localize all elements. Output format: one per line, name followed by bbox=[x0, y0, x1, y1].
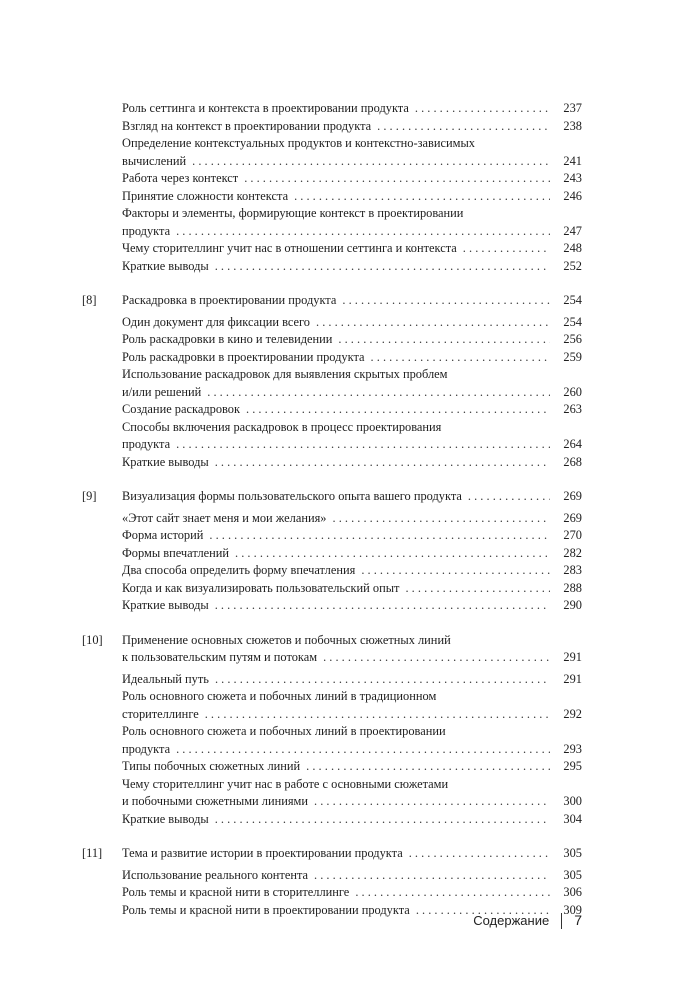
toc-entry bbox=[82, 118, 582, 136]
toc-entry bbox=[82, 454, 582, 472]
dot-leader bbox=[209, 527, 550, 545]
dot-leader bbox=[323, 649, 550, 667]
entry-title: Один документ для фиксации всего bbox=[122, 314, 311, 329]
entry-title: Способы включения раскадровок в процесс проектирования bbox=[122, 419, 442, 434]
dot-leader bbox=[314, 867, 550, 885]
dot-leader bbox=[316, 314, 550, 332]
toc-entry bbox=[82, 688, 582, 723]
page-ref: 238 bbox=[563, 118, 582, 133]
dot-leader bbox=[215, 258, 550, 276]
page-ref: 295 bbox=[563, 759, 582, 773]
entry-title: Краткие выводы bbox=[122, 598, 209, 612]
toc-entry bbox=[82, 366, 582, 401]
entry-title: Чему сторителлинг учит нас в работе с основными сюжетами bbox=[122, 776, 449, 791]
entry-title: Роль раскадровки в проектировании продукта bbox=[122, 349, 365, 364]
chapter-number: [10] bbox=[82, 632, 103, 647]
toc-entry bbox=[82, 205, 582, 240]
page-ref: 283 bbox=[563, 563, 582, 577]
page-ref: 306 bbox=[563, 885, 582, 899]
page-ref: 263 bbox=[563, 402, 582, 416]
entry-title: Идеальный путь bbox=[122, 671, 209, 686]
dot-leader bbox=[176, 741, 550, 759]
entry-title: Визуализация формы пользовательского опыта вашего продукта bbox=[122, 489, 462, 503]
chapter-number: [8] bbox=[82, 293, 97, 307]
dot-leader bbox=[176, 223, 550, 241]
entry-title: Роль сеттинга и контекста в проектировании продукта bbox=[122, 101, 409, 115]
dot-leader bbox=[207, 384, 550, 402]
page-ref: 254 bbox=[563, 293, 582, 307]
chapter-number: [9] bbox=[82, 489, 97, 503]
entry-title: Краткие выводы bbox=[122, 454, 209, 469]
toc-section bbox=[82, 292, 582, 471]
dot-leader bbox=[371, 349, 550, 367]
page-ref: 260 bbox=[563, 384, 582, 399]
dot-leader bbox=[314, 793, 550, 811]
entry-title: продукта bbox=[122, 741, 171, 756]
page-ref: 292 bbox=[563, 706, 582, 721]
toc-entry bbox=[82, 419, 582, 454]
page-ref: 259 bbox=[563, 349, 582, 364]
page-ref: 241 bbox=[563, 153, 582, 168]
dot-leader bbox=[215, 597, 550, 615]
page-ref: 268 bbox=[563, 454, 582, 469]
dot-leader bbox=[192, 153, 550, 171]
entry-title: Типы побочных сюжетных линий bbox=[122, 759, 301, 773]
chapter-number: [11] bbox=[82, 846, 103, 860]
entry-title: Факторы и элементы, формирующие контекст в проектировании bbox=[122, 206, 464, 220]
entry-title: и побочными сюжетными линиями bbox=[122, 794, 309, 808]
page-ref: 291 bbox=[563, 671, 582, 686]
toc-section bbox=[82, 100, 582, 275]
page-ref: 248 bbox=[563, 241, 582, 255]
toc-entry bbox=[82, 562, 582, 580]
page-ref: 288 bbox=[563, 580, 582, 595]
toc-entry bbox=[82, 580, 582, 598]
toc-entry bbox=[82, 349, 582, 367]
entry-title: Создание раскадровок bbox=[122, 402, 240, 416]
dot-leader bbox=[361, 562, 550, 580]
toc-entry bbox=[82, 758, 582, 776]
table-of-contents bbox=[82, 100, 582, 936]
dot-leader bbox=[246, 401, 550, 419]
dot-leader bbox=[405, 580, 550, 598]
toc-entry bbox=[82, 100, 582, 118]
dot-leader bbox=[235, 545, 550, 563]
entry-title: вычислений bbox=[122, 153, 187, 168]
entry-title: Краткие выводы bbox=[122, 811, 209, 826]
page-ref: 290 bbox=[563, 598, 582, 612]
dot-leader bbox=[342, 292, 550, 310]
page-ref: 269 bbox=[563, 489, 582, 503]
dot-leader bbox=[409, 845, 550, 863]
toc-entry bbox=[82, 884, 582, 902]
toc-entry bbox=[82, 331, 582, 349]
entry-title: Роль основного сюжета и побочных линий в традиционном bbox=[122, 689, 437, 703]
page-ref: 269 bbox=[563, 510, 582, 525]
toc-entry bbox=[82, 545, 582, 563]
page-number: 7 bbox=[574, 912, 582, 928]
entry-title: Чему сторителлинг учит нас в отношении сеттинга и контекста bbox=[122, 241, 457, 255]
page-ref: 291 bbox=[563, 650, 582, 664]
toc-entry bbox=[82, 401, 582, 419]
toc-entry bbox=[82, 811, 582, 829]
toc-entry bbox=[82, 671, 582, 689]
entry-title: продукта bbox=[122, 437, 171, 451]
page-ref: 254 bbox=[563, 314, 582, 329]
entry-title: Использование реального контента bbox=[122, 867, 309, 882]
chapter-entry bbox=[82, 845, 582, 863]
dot-leader bbox=[215, 454, 550, 472]
dot-leader bbox=[333, 510, 551, 528]
entry-title: Роль темы и красной нити в сторителлинге bbox=[122, 885, 350, 899]
page-ref: 237 bbox=[563, 101, 582, 115]
chapter-entry bbox=[82, 632, 582, 667]
dot-leader bbox=[215, 811, 550, 829]
page-ref: 305 bbox=[563, 867, 582, 882]
toc-entry bbox=[82, 258, 582, 276]
toc-entry bbox=[82, 867, 582, 885]
page-ref: 300 bbox=[563, 794, 582, 808]
toc-entry bbox=[82, 188, 582, 206]
toc-entry bbox=[82, 240, 582, 258]
toc-section bbox=[82, 845, 582, 919]
toc-entry bbox=[82, 135, 582, 170]
dot-leader bbox=[377, 118, 550, 136]
page-ref: 270 bbox=[563, 528, 582, 542]
chapter-entry bbox=[82, 292, 582, 310]
entry-title: Раскадровка в проектировании продукта bbox=[122, 293, 337, 307]
toc-entry bbox=[82, 170, 582, 188]
dot-leader bbox=[306, 758, 550, 776]
entry-title: продукта bbox=[122, 223, 171, 238]
toc-section bbox=[82, 632, 582, 829]
dot-leader bbox=[205, 706, 550, 724]
entry-title: Работа через контекст bbox=[122, 171, 239, 185]
page-ref: 264 bbox=[563, 437, 582, 451]
toc-entry bbox=[82, 723, 582, 758]
entry-title: к пользовательским путям и потокам bbox=[122, 650, 318, 664]
entry-title: Когда и как визуализировать пользовательский опыт bbox=[122, 580, 400, 595]
entry-title: Два способа определить форму впечатления bbox=[122, 563, 356, 577]
dot-leader bbox=[176, 436, 550, 454]
page-ref: 305 bbox=[563, 846, 582, 860]
dot-leader bbox=[244, 170, 550, 188]
footer-divider bbox=[561, 913, 562, 929]
toc-entry bbox=[82, 510, 582, 528]
entry-title: Формы впечатлений bbox=[122, 545, 230, 560]
page-ref: 256 bbox=[563, 332, 582, 346]
page-ref: 304 bbox=[563, 811, 582, 826]
entry-title: Форма историй bbox=[122, 528, 204, 542]
toc-entry bbox=[82, 597, 582, 615]
entry-title: и/или решений bbox=[122, 384, 202, 399]
dot-leader bbox=[468, 488, 550, 506]
chapter-entry bbox=[82, 488, 582, 506]
page-ref: 243 bbox=[563, 171, 582, 185]
entry-title: Тема и развитие истории в проектировании продукта bbox=[122, 846, 403, 860]
entry-title: Применение основных сюжетов и побочных сюжетных линий bbox=[122, 632, 451, 647]
entry-title: Роль основного сюжета и побочных линий в проектировании bbox=[122, 724, 446, 738]
page-ref: 309 bbox=[563, 902, 582, 917]
dot-leader bbox=[355, 884, 550, 902]
footer-label: Содержание bbox=[473, 913, 550, 928]
toc-section bbox=[82, 488, 582, 615]
toc-entry bbox=[82, 314, 582, 332]
toc-entry bbox=[82, 527, 582, 545]
entry-title: Определение контекстуальных продуктов и контекстно-зависимых bbox=[122, 136, 475, 150]
page-ref: 246 bbox=[563, 188, 582, 203]
page-ref: 293 bbox=[563, 741, 582, 756]
entry-title: Роль темы и красной нити в проектировании продукта bbox=[122, 902, 410, 917]
entry-title: Принятие сложности контекста bbox=[122, 188, 289, 203]
entry-title: Краткие выводы bbox=[122, 258, 209, 273]
entry-title: сторителлинге bbox=[122, 706, 199, 721]
toc-entry bbox=[82, 776, 582, 811]
page-ref: 282 bbox=[563, 545, 582, 560]
entry-title: Роль раскадровки в кино и телевидении bbox=[122, 332, 333, 346]
entry-title: «Этот сайт знает меня и мои желания» bbox=[122, 510, 327, 525]
page-ref: 247 bbox=[563, 223, 582, 238]
entry-title: Взгляд на контекст в проектировании продукта bbox=[122, 118, 372, 133]
entry-title: Использование раскадровок для выявления скрытых проблем bbox=[122, 367, 448, 381]
dot-leader bbox=[463, 240, 550, 258]
page-footer bbox=[0, 912, 582, 930]
page-ref: 252 bbox=[563, 258, 582, 273]
dot-leader bbox=[415, 100, 550, 118]
dot-leader bbox=[338, 331, 550, 349]
dot-leader bbox=[215, 671, 550, 689]
dot-leader bbox=[294, 188, 550, 206]
